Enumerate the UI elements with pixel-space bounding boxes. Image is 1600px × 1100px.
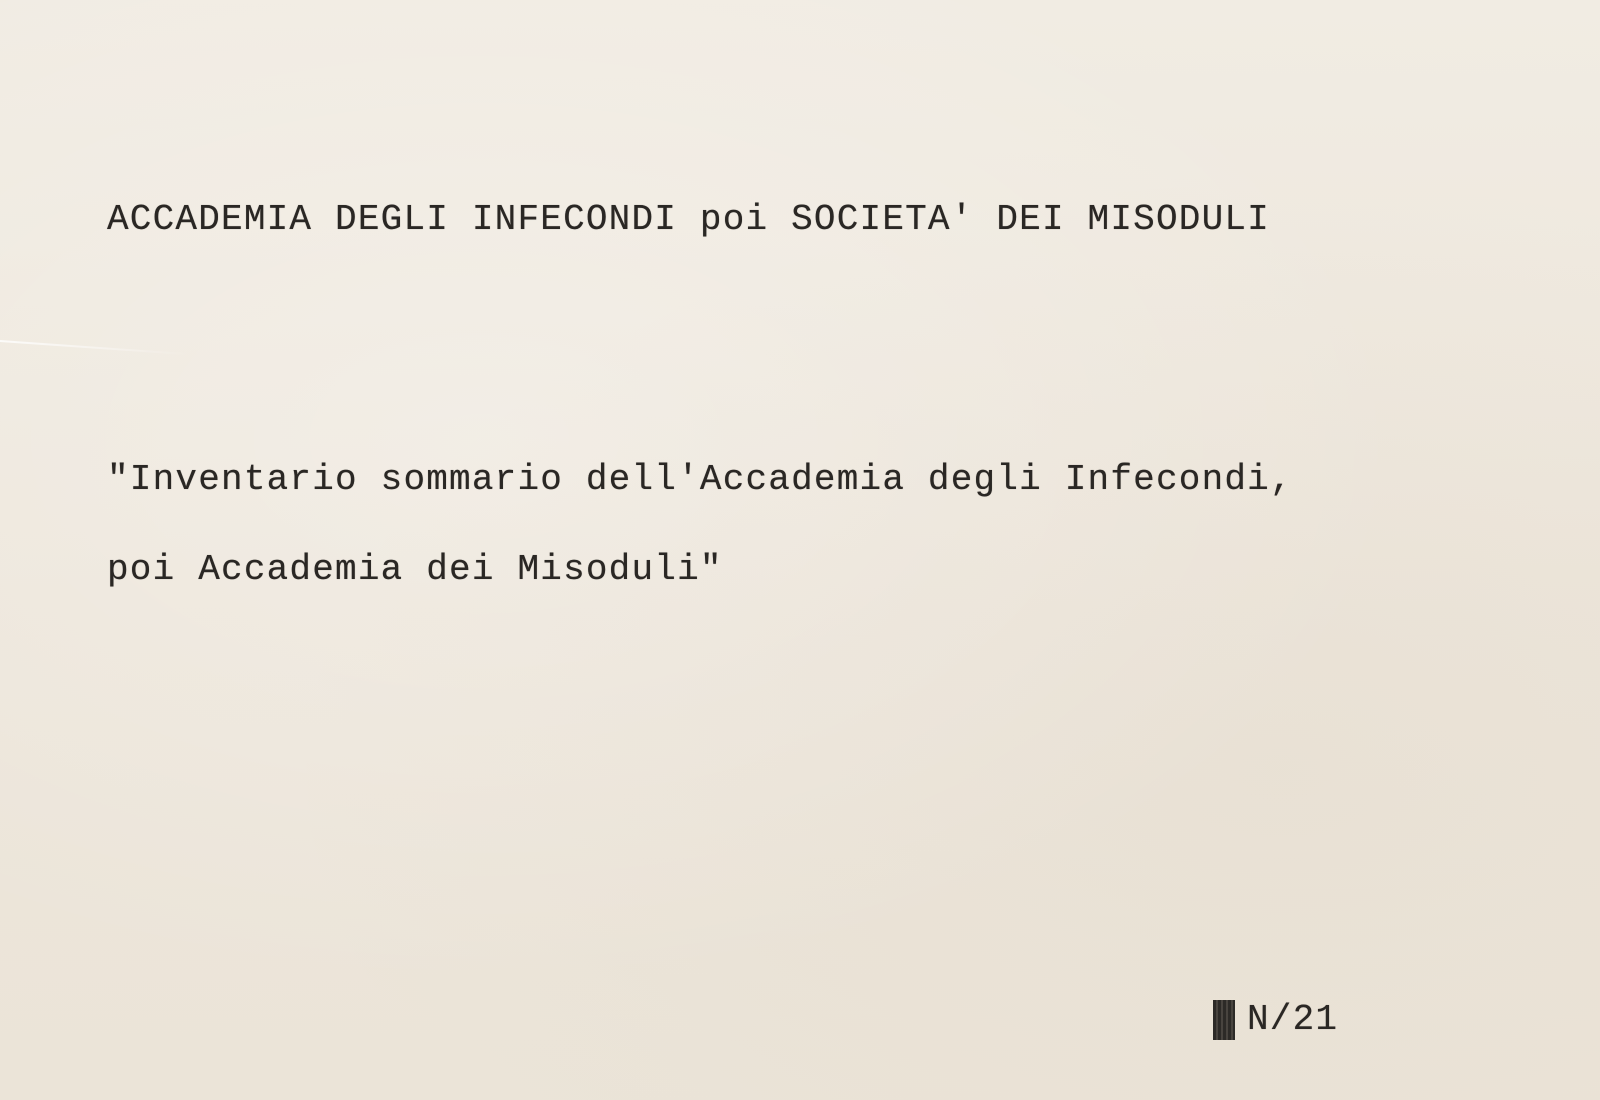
paper-crease [0,340,190,355]
document-title-line-2: poi Accademia dei Misoduli" [107,549,723,590]
reference-code [1213,1000,1338,1040]
ink-block-mark [1213,1000,1235,1040]
document-title-line-1: "Inventario sommario dell'Accademia degli Infecondi, [107,459,1293,500]
reference-code-label: N/21 [1247,999,1339,1040]
document-heading: ACCADEMIA DEGLI INFECONDI poi SOCIETA' DEI MISODULI [107,199,1270,240]
